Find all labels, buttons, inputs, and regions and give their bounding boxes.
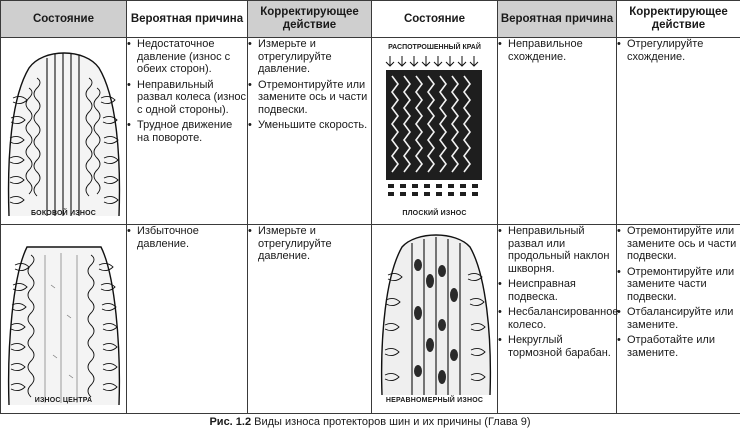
figure-label: Рис. 1.2 [209, 416, 252, 428]
header-condition-2: Состояние [372, 1, 498, 38]
list-item: • Уменьшите скорость. [248, 119, 371, 132]
center-wear-image-cell [1, 225, 127, 414]
flat-wear-caption: ПЛОСКИЙ ИЗНОС [402, 210, 467, 217]
list-item: • Отремонтируйте или замените части подвески. [617, 266, 740, 304]
list-item: • Избыточное давление. [127, 225, 247, 250]
center-wear-caption: ИЗНОС ЦЕНТРА [34, 397, 93, 404]
uneven-wear-tire-icon [372, 225, 498, 414]
list-item: • Недостаточное давление (износ с обеих сторон). [127, 38, 247, 76]
center-wear-causes [127, 225, 248, 414]
figure-caption [0, 416, 740, 428]
header-cause-2: Вероятная причина [498, 1, 617, 38]
list-item: • Неисправная подвеска. [498, 278, 616, 303]
list-item: • Отрегулируйте схождение. [617, 38, 740, 63]
shoulder-wear-tire-icon [1, 38, 127, 225]
uneven-wear-actions [617, 225, 740, 414]
header-action-1: Корректирующее действие [248, 1, 372, 38]
feathered-edge-caption: РАСПОТРОШЕННЫЙ КРАЙ [388, 44, 481, 51]
center-wear-actions [248, 225, 372, 414]
shoulder-wear-caption: БОКОВОЙ ИЗНОС [30, 210, 97, 217]
figure-caption-text: Виды износа протекторов шин и их причины (Глава 9) [254, 416, 531, 428]
header-cause-1: Вероятная причина [127, 1, 248, 38]
list-item: • Измерьте и отрегулируйте давление. [248, 225, 371, 263]
header-action-2: Корректирующее действие [617, 1, 740, 38]
shoulder-wear-actions [248, 38, 372, 225]
shoulder-wear-causes [127, 38, 248, 225]
list-item: • Отработайте или замените. [617, 334, 740, 359]
uneven-wear-causes [498, 225, 617, 414]
list-item: • Трудное движение на повороте. [127, 119, 247, 144]
flat-wear-tire-icon [372, 38, 498, 225]
uneven-wear-caption: НЕРАВНОМЕРНЫЙ ИЗНОС [385, 397, 484, 404]
list-item: • Несбалансированное колесо. [498, 306, 616, 331]
flat-wear-image-cell [372, 38, 498, 225]
table-row [1, 38, 740, 225]
list-item: • Неправильный развал колеса (износ с одной стороны). [127, 79, 247, 117]
table-row [1, 225, 740, 414]
center-wear-tire-icon [1, 225, 127, 414]
uneven-wear-image-cell [372, 225, 498, 414]
flat-wear-causes [498, 38, 617, 225]
list-item: • Измерьте и отрегулируйте давление. [248, 38, 371, 76]
list-item: • Некруглый тормозной барабан. [498, 334, 616, 359]
list-item: • Отремонтируйте или замените ось и части подвески. [248, 79, 371, 117]
shoulder-wear-image-cell [1, 38, 127, 225]
list-item: • Неправильное схождение. [498, 38, 616, 63]
list-item: • Отбалансируйте или замените. [617, 306, 740, 331]
header-condition-1: Состояние [1, 1, 127, 38]
list-item: • Отремонтируйте или замените ось и части подвески. [617, 225, 740, 263]
table-header-row [1, 1, 740, 38]
flat-wear-actions [617, 38, 740, 225]
list-item: • Неправильный развал или продольный наклон шкворня. [498, 225, 616, 275]
